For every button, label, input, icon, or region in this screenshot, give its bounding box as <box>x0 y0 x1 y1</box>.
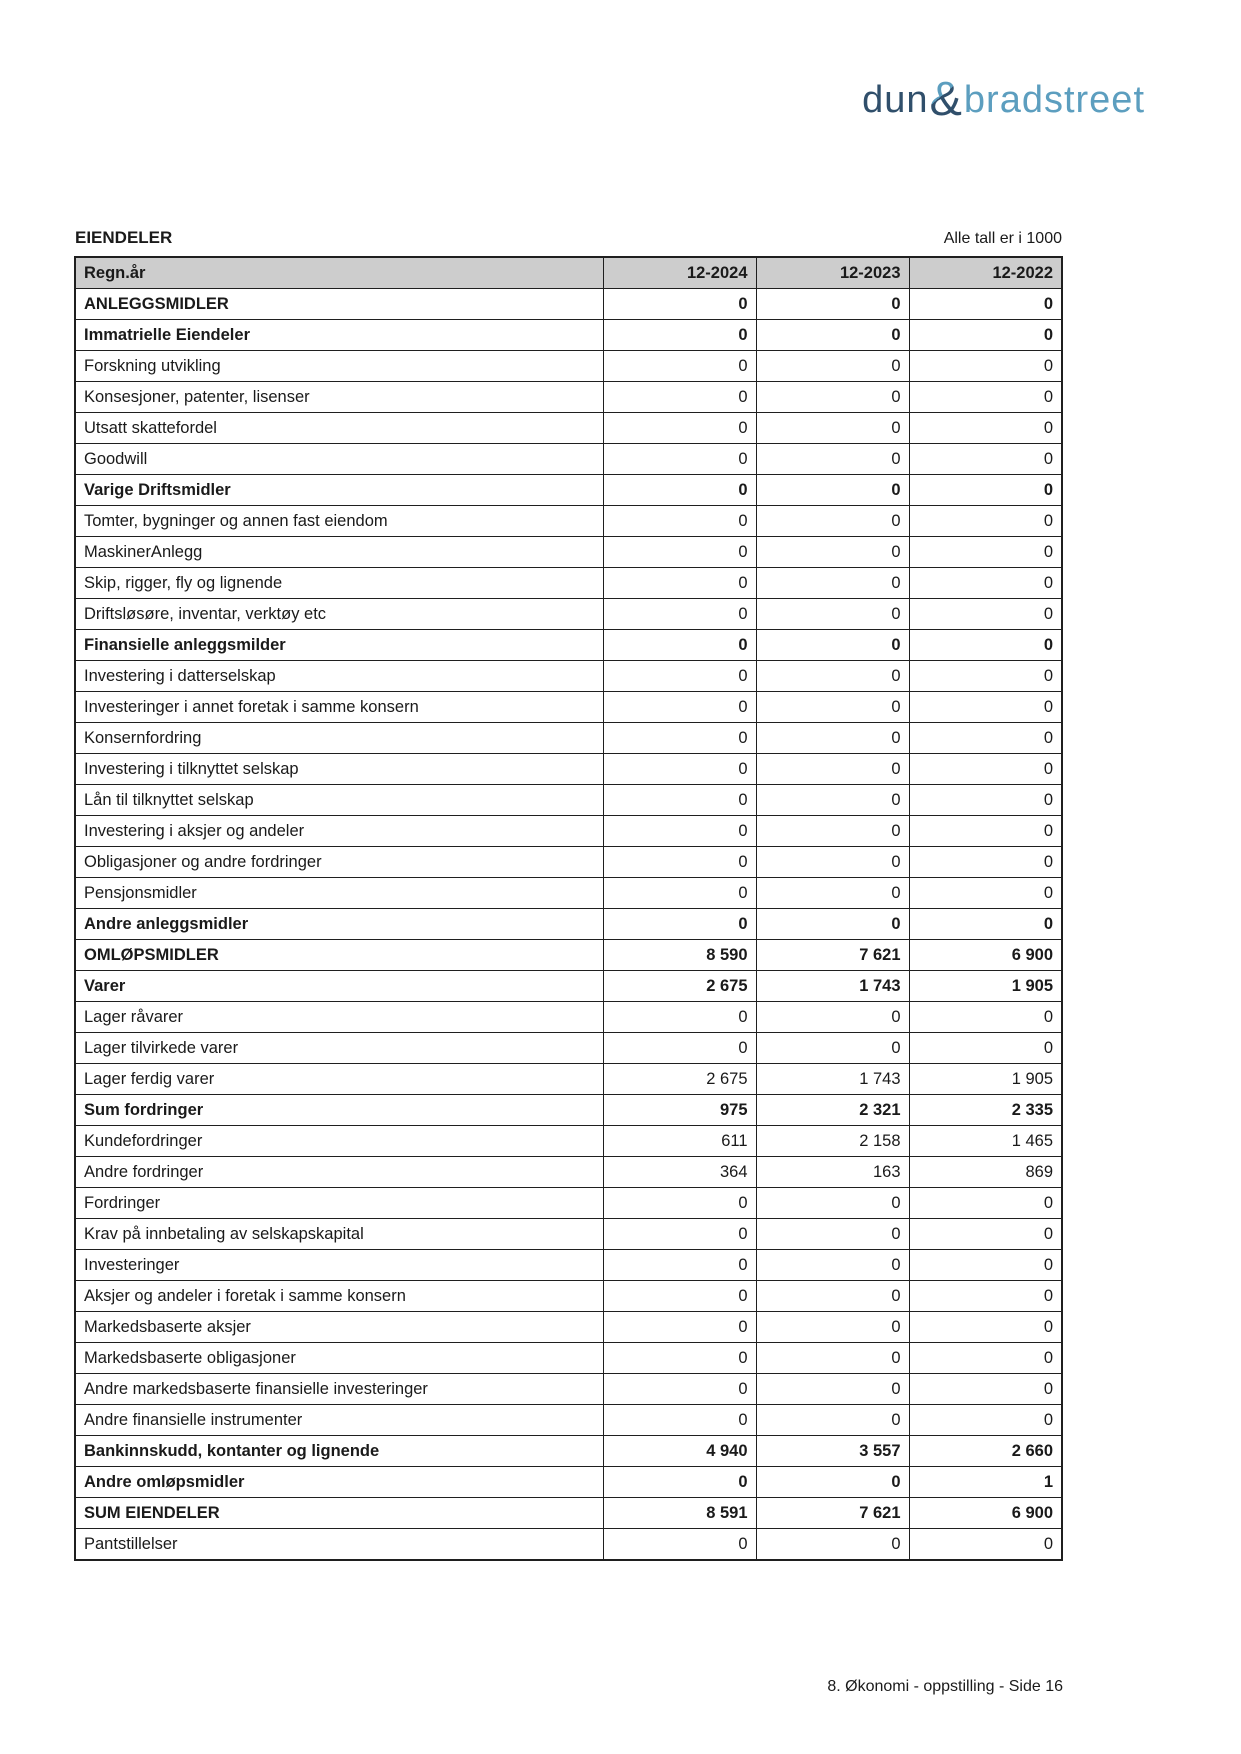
row-label: Finansielle anleggsmilder <box>75 630 603 661</box>
units-note: Alle tall er i 1000 <box>943 230 1062 247</box>
table-row <box>75 1374 1062 1405</box>
row-value: 0 <box>909 723 1062 754</box>
table-row <box>75 1219 1062 1250</box>
row-value: 0 <box>603 1529 756 1561</box>
row-label: Andre markedsbaserte finansielle investeringer <box>75 1374 603 1405</box>
row-value: 0 <box>909 1281 1062 1312</box>
row-value: 0 <box>756 1374 909 1405</box>
row-value: 0 <box>909 382 1062 413</box>
row-value: 3 557 <box>756 1436 909 1467</box>
row-value: 0 <box>756 661 909 692</box>
logo-word-bradstreet: bradstreet <box>963 79 1145 121</box>
row-value: 6 900 <box>909 940 1062 971</box>
column-header-12-2024: 12-2024 <box>603 257 756 289</box>
table-row <box>75 320 1062 351</box>
row-value: 0 <box>756 1529 909 1561</box>
row-value: 0 <box>909 754 1062 785</box>
row-value: 2 660 <box>909 1436 1062 1467</box>
table-row <box>75 1002 1062 1033</box>
row-value: 0 <box>909 351 1062 382</box>
row-value: 0 <box>909 661 1062 692</box>
table-row <box>75 754 1062 785</box>
row-value: 0 <box>909 289 1062 320</box>
row-label: Pantstillelser <box>75 1529 603 1561</box>
row-value: 0 <box>603 1002 756 1033</box>
row-label: Bankinnskudd, kontanter og lignende <box>75 1436 603 1467</box>
table-row <box>75 413 1062 444</box>
row-value: 0 <box>756 506 909 537</box>
table-row <box>75 847 1062 878</box>
table-row <box>75 1529 1062 1561</box>
row-value: 8 591 <box>603 1498 756 1529</box>
row-label: Lager tilvirkede varer <box>75 1033 603 1064</box>
table-row <box>75 661 1062 692</box>
row-value: 0 <box>909 847 1062 878</box>
table-row <box>75 506 1062 537</box>
table-row <box>75 816 1062 847</box>
row-value: 0 <box>756 630 909 661</box>
row-value: 2 675 <box>603 971 756 1002</box>
row-value: 0 <box>603 320 756 351</box>
page-title: EIENDELER <box>75 228 173 247</box>
table-row <box>75 971 1062 1002</box>
row-value: 0 <box>603 1312 756 1343</box>
row-value: 0 <box>909 1188 1062 1219</box>
row-value: 0 <box>909 568 1062 599</box>
table-row <box>75 568 1062 599</box>
section-title-row <box>74 228 1063 248</box>
row-value: 1 905 <box>909 1064 1062 1095</box>
row-label: Konsesjoner, patenter, lisenser <box>75 382 603 413</box>
row-label: OMLØPSMIDLER <box>75 940 603 971</box>
logo-word-dun: dun <box>862 79 929 121</box>
row-value: 0 <box>603 1250 756 1281</box>
page-footer: 8. Økonomi - oppstilling - Side 16 <box>827 1678 1063 1695</box>
row-value: 0 <box>909 785 1062 816</box>
row-value: 0 <box>603 351 756 382</box>
dun-bradstreet-logo <box>862 72 1145 126</box>
row-value: 0 <box>909 1002 1062 1033</box>
row-value: 0 <box>909 1343 1062 1374</box>
table-header-row <box>75 257 1062 289</box>
row-value: 0 <box>909 1219 1062 1250</box>
row-value: 0 <box>909 475 1062 506</box>
row-value: 869 <box>909 1157 1062 1188</box>
row-value: 0 <box>756 785 909 816</box>
row-label: Andre finansielle instrumenter <box>75 1405 603 1436</box>
row-value: 0 <box>603 1343 756 1374</box>
row-value: 0 <box>603 692 756 723</box>
row-value: 0 <box>756 444 909 475</box>
table-row <box>75 1405 1062 1436</box>
column-header-12-2022: 12-2022 <box>909 257 1062 289</box>
row-value: 0 <box>603 382 756 413</box>
row-label: SUM EIENDELER <box>75 1498 603 1529</box>
row-value: 0 <box>909 1250 1062 1281</box>
row-value: 8 590 <box>603 940 756 971</box>
table-row <box>75 1250 1062 1281</box>
row-value: 0 <box>756 568 909 599</box>
table-row <box>75 1343 1062 1374</box>
report-content <box>74 228 1063 1561</box>
row-value: 0 <box>603 630 756 661</box>
table-row <box>75 1436 1062 1467</box>
table-row <box>75 1126 1062 1157</box>
row-value: 0 <box>603 754 756 785</box>
row-value: 2 158 <box>756 1126 909 1157</box>
row-label: Tomter, bygninger og annen fast eiendom <box>75 506 603 537</box>
row-value: 0 <box>603 785 756 816</box>
row-value: 0 <box>756 1343 909 1374</box>
row-value: 0 <box>756 599 909 630</box>
row-label: Lager ferdig varer <box>75 1064 603 1095</box>
row-value: 0 <box>603 444 756 475</box>
row-value: 0 <box>909 444 1062 475</box>
row-value: 1 743 <box>756 971 909 1002</box>
row-value: 0 <box>756 320 909 351</box>
row-value: 0 <box>909 878 1062 909</box>
row-value: 0 <box>603 661 756 692</box>
row-value: 0 <box>756 692 909 723</box>
row-value: 0 <box>603 1188 756 1219</box>
row-value: 0 <box>603 847 756 878</box>
row-label: Investeringer <box>75 1250 603 1281</box>
row-value: 0 <box>756 847 909 878</box>
row-label: Investering i aksjer og andeler <box>75 816 603 847</box>
row-label: Varige Driftsmidler <box>75 475 603 506</box>
row-value: 6 900 <box>909 1498 1062 1529</box>
row-label: Markedsbaserte aksjer <box>75 1312 603 1343</box>
table-row <box>75 785 1062 816</box>
row-value: 0 <box>603 909 756 940</box>
row-value: 0 <box>756 816 909 847</box>
row-value: 1 905 <box>909 971 1062 1002</box>
row-value: 1 465 <box>909 1126 1062 1157</box>
row-label: Varer <box>75 971 603 1002</box>
table-row <box>75 599 1062 630</box>
row-label: MaskinerAnlegg <box>75 537 603 568</box>
table-row <box>75 1188 1062 1219</box>
table-row <box>75 1157 1062 1188</box>
row-value: 2 321 <box>756 1095 909 1126</box>
row-value: 975 <box>603 1095 756 1126</box>
row-value: 0 <box>603 816 756 847</box>
row-value: 0 <box>603 1281 756 1312</box>
row-value: 0 <box>909 816 1062 847</box>
table-row <box>75 940 1062 971</box>
row-value: 364 <box>603 1157 756 1188</box>
table-row <box>75 1498 1062 1529</box>
row-value: 0 <box>603 1405 756 1436</box>
row-value: 0 <box>756 537 909 568</box>
row-label: Aksjer og andeler i foretak i samme konsern <box>75 1281 603 1312</box>
table-row <box>75 723 1062 754</box>
row-value: 0 <box>756 382 909 413</box>
row-value: 0 <box>756 1405 909 1436</box>
row-value: 0 <box>909 599 1062 630</box>
table-row <box>75 1064 1062 1095</box>
row-value: 0 <box>909 1033 1062 1064</box>
table-row <box>75 475 1062 506</box>
logo-ampersand-icon: & <box>929 72 963 126</box>
table-row <box>75 537 1062 568</box>
row-label: Utsatt skattefordel <box>75 413 603 444</box>
row-label: Obligasjoner og andre fordringer <box>75 847 603 878</box>
table-row <box>75 1281 1062 1312</box>
row-label: ANLEGGSMIDLER <box>75 289 603 320</box>
row-value: 0 <box>909 1312 1062 1343</box>
table-row <box>75 1033 1062 1064</box>
table-row <box>75 382 1062 413</box>
row-value: 1 <box>909 1467 1062 1498</box>
row-value: 0 <box>756 723 909 754</box>
row-value: 0 <box>909 909 1062 940</box>
row-value: 0 <box>756 878 909 909</box>
table-row <box>75 630 1062 661</box>
row-value: 0 <box>603 537 756 568</box>
row-value: 1 743 <box>756 1064 909 1095</box>
row-label: Konsernfordring <box>75 723 603 754</box>
table-row <box>75 909 1062 940</box>
table-body <box>75 289 1062 1561</box>
row-value: 0 <box>603 289 756 320</box>
row-value: 611 <box>603 1126 756 1157</box>
table-row <box>75 1312 1062 1343</box>
row-value: 0 <box>756 1250 909 1281</box>
row-value: 0 <box>756 413 909 444</box>
row-label: Immatrielle Eiendeler <box>75 320 603 351</box>
row-label: Markedsbaserte obligasjoner <box>75 1343 603 1374</box>
row-value: 0 <box>756 1312 909 1343</box>
row-value: 0 <box>756 1188 909 1219</box>
row-value: 0 <box>756 289 909 320</box>
row-label: Andre fordringer <box>75 1157 603 1188</box>
row-value: 2 335 <box>909 1095 1062 1126</box>
row-label: Sum fordringer <box>75 1095 603 1126</box>
row-value: 0 <box>603 568 756 599</box>
row-value: 2 675 <box>603 1064 756 1095</box>
row-label: Forskning utvikling <box>75 351 603 382</box>
row-value: 0 <box>756 1467 909 1498</box>
row-label: Investeringer i annet foretak i samme konsern <box>75 692 603 723</box>
table-row <box>75 1095 1062 1126</box>
row-label: Goodwill <box>75 444 603 475</box>
row-value: 7 621 <box>756 940 909 971</box>
row-value: 0 <box>603 413 756 444</box>
table-row <box>75 289 1062 320</box>
row-label: Krav på innbetaling av selskapskapital <box>75 1219 603 1250</box>
row-value: 0 <box>909 537 1062 568</box>
row-value: 0 <box>756 1219 909 1250</box>
row-value: 0 <box>603 1374 756 1405</box>
table-row <box>75 692 1062 723</box>
row-value: 0 <box>603 506 756 537</box>
row-label: Andre anleggsmidler <box>75 909 603 940</box>
row-value: 0 <box>603 599 756 630</box>
row-label: Lån til tilknyttet selskap <box>75 785 603 816</box>
row-label: Andre omløpsmidler <box>75 1467 603 1498</box>
row-label: Lager råvarer <box>75 1002 603 1033</box>
row-value: 0 <box>603 878 756 909</box>
row-value: 0 <box>603 475 756 506</box>
row-value: 0 <box>909 1374 1062 1405</box>
row-value: 0 <box>756 1002 909 1033</box>
row-label: Investering i tilknyttet selskap <box>75 754 603 785</box>
table-row <box>75 351 1062 382</box>
row-value: 0 <box>756 754 909 785</box>
row-label: Kundefordringer <box>75 1126 603 1157</box>
table-row <box>75 1467 1062 1498</box>
row-value: 0 <box>603 1033 756 1064</box>
row-label: Investering i datterselskap <box>75 661 603 692</box>
row-value: 0 <box>909 692 1062 723</box>
row-value: 163 <box>756 1157 909 1188</box>
balance-sheet-table <box>74 256 1063 1561</box>
table-row <box>75 444 1062 475</box>
row-value: 0 <box>603 723 756 754</box>
row-value: 4 940 <box>603 1436 756 1467</box>
row-value: 0 <box>909 630 1062 661</box>
row-value: 0 <box>603 1467 756 1498</box>
row-value: 0 <box>909 1405 1062 1436</box>
row-value: 0 <box>909 413 1062 444</box>
column-header-regnar: Regn.år <box>75 257 603 289</box>
row-value: 0 <box>603 1219 756 1250</box>
row-label: Driftsløsøre, inventar, verktøy etc <box>75 599 603 630</box>
row-value: 0 <box>909 506 1062 537</box>
table-row <box>75 878 1062 909</box>
row-value: 0 <box>756 909 909 940</box>
row-value: 0 <box>756 1033 909 1064</box>
column-header-12-2023: 12-2023 <box>756 257 909 289</box>
row-label: Skip, rigger, fly og lignende <box>75 568 603 599</box>
row-value: 0 <box>756 351 909 382</box>
row-value: 0 <box>909 1529 1062 1561</box>
row-label: Fordringer <box>75 1188 603 1219</box>
row-value: 0 <box>756 475 909 506</box>
row-value: 0 <box>909 320 1062 351</box>
row-label: Pensjonsmidler <box>75 878 603 909</box>
row-value: 7 621 <box>756 1498 909 1529</box>
row-value: 0 <box>756 1281 909 1312</box>
